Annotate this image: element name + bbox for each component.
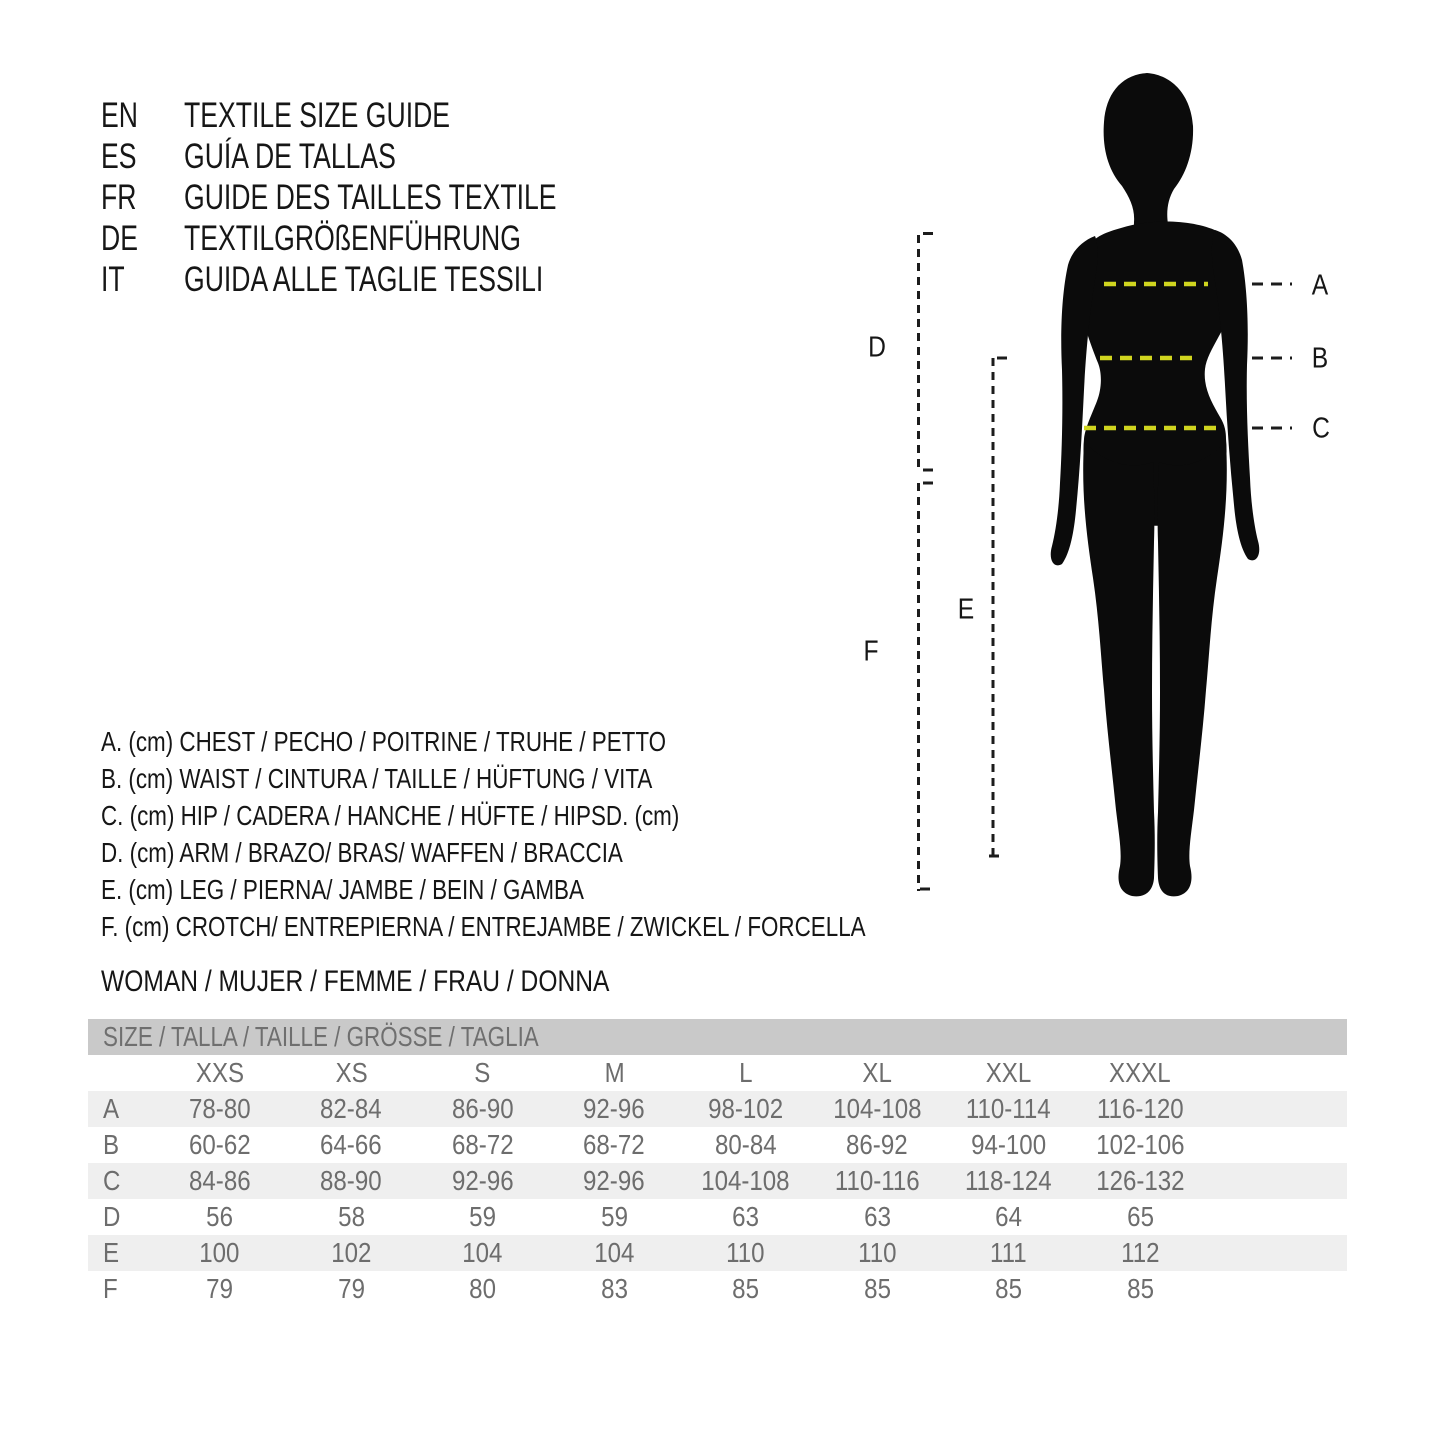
table-cell: 85 (995, 1273, 1023, 1304)
silhouette-left-leg (1083, 442, 1155, 896)
waist-label: B (1311, 342, 1329, 375)
table-cell: 92-96 (583, 1165, 646, 1196)
arm-label: D (868, 331, 886, 364)
size-columns-row (88, 1055, 1347, 1091)
table-cell: 104-108 (701, 1165, 790, 1196)
table-row-hip (88, 1163, 1347, 1199)
table-cell: 83 (600, 1273, 628, 1304)
table-row-chest (88, 1091, 1347, 1127)
guide-title: TEXTILGRÖßENFÜHRUNG (184, 218, 521, 258)
table-cell: 68-72 (583, 1129, 646, 1160)
table-cell: 104 (462, 1237, 503, 1268)
language-code: EN (101, 95, 138, 135)
size-column-l: L (739, 1057, 753, 1088)
size-column-m: M (604, 1057, 625, 1088)
table-cell: 59 (600, 1201, 628, 1232)
table-cell: 84-86 (188, 1165, 251, 1196)
row-label: D (103, 1201, 121, 1232)
legend-line-crotch: F. (cm) CROTCH/ ENTREPIERNA / ENTREJAMBE / ZWICKEL / FORCELLA (101, 910, 866, 942)
legend-line-arm: D. (cm) ARM / BRAZO/ BRAS/ WAFFEN / BRACCIA (101, 836, 623, 868)
table-cell: 112 (1121, 1237, 1160, 1268)
guide-title: GUÍA DE TALLAS (184, 136, 396, 176)
size-table-header: SIZE / TALLA / TAILLE / GRÖSSE / TAGLIA (88, 1019, 1347, 1055)
table-cell: 56 (206, 1201, 234, 1232)
table-cell: 85 (732, 1273, 760, 1304)
size-column-xxl: XXL (985, 1057, 1032, 1088)
table-cell: 85 (863, 1273, 891, 1304)
row-label: E (103, 1237, 120, 1268)
table-cell: 68-72 (451, 1129, 514, 1160)
table-cell: 63 (863, 1201, 891, 1232)
measurement-legend (101, 723, 1057, 945)
row-label: F (103, 1273, 118, 1304)
table-cell: 110-116 (834, 1165, 920, 1196)
legend-line-waist: B. (cm) WAIST / CINTURA / TAILLE / HÜFTUNG / VITA (101, 762, 653, 794)
chest-label: A (1311, 269, 1329, 302)
table-cell: 88-90 (320, 1165, 383, 1196)
table-cell: 80 (469, 1273, 497, 1304)
table-cell: 58 (337, 1201, 365, 1232)
legend-line-leg: E. (cm) LEG / PIERNA/ JAMBE / BEIN / GAMBA (101, 873, 584, 905)
table-cell: 102-106 (1096, 1129, 1185, 1160)
table-cell: 104-108 (833, 1093, 922, 1124)
guide-title: GUIDE DES TAILLES TEXTILE (184, 177, 557, 217)
language-code: FR (101, 177, 137, 217)
table-cell: 92-96 (451, 1165, 514, 1196)
legend-line-chest: A. (cm) CHEST / PECHO / POITRINE / TRUHE / PETTO (101, 725, 667, 757)
table-cell: 85 (1126, 1273, 1154, 1304)
table-cell: 78-80 (188, 1093, 251, 1124)
size-table (88, 1019, 1347, 1307)
language-code: IT (101, 259, 125, 299)
table-cell: 63 (732, 1201, 760, 1232)
legend-line-hip: C. (cm) HIP / CADERA / HANCHE / HÜFTE / HIPSD. (cm) (101, 799, 680, 831)
table-cell: 59 (469, 1201, 497, 1232)
row-label: C (103, 1165, 121, 1196)
table-cell: 100 (199, 1237, 240, 1268)
table-cell: 110 (726, 1237, 765, 1268)
table-row-crotch (88, 1271, 1347, 1307)
row-label: B (103, 1129, 120, 1160)
table-row-leg (88, 1235, 1347, 1271)
language-code: ES (101, 136, 137, 176)
size-column-s: S (474, 1057, 491, 1088)
table-cell: 86-90 (451, 1093, 514, 1124)
size-column-xxxl: XXXL (1109, 1057, 1172, 1088)
table-cell: 104 (594, 1237, 635, 1268)
guide-title: TEXTILE SIZE GUIDE (184, 95, 451, 135)
table-cell: 60-62 (188, 1129, 251, 1160)
row-label: A (103, 1093, 120, 1124)
table-row-waist (88, 1127, 1347, 1163)
leg-label: E (957, 593, 975, 626)
table-cell: 65 (1126, 1201, 1154, 1232)
table-cell: 118-124 (965, 1165, 1053, 1196)
table-cell: 98-102 (708, 1093, 784, 1124)
table-cell: 116-120 (1096, 1093, 1184, 1124)
table-cell: 64 (995, 1201, 1023, 1232)
table-row-arm (88, 1199, 1347, 1235)
table-cell: 80-84 (714, 1129, 777, 1160)
table-cell: 92-96 (583, 1093, 646, 1124)
woman-silhouette-figure (1051, 73, 1260, 896)
guide-title: GUIDA ALLE TAGLIE TESSILI (184, 259, 544, 299)
size-column-xl: XL (862, 1057, 892, 1088)
table-cell: 79 (337, 1273, 365, 1304)
table-cell: 94-100 (971, 1129, 1047, 1160)
table-cell: 79 (206, 1273, 234, 1304)
table-cell: 110 (858, 1237, 897, 1268)
table-cell: 110-114 (966, 1093, 1052, 1124)
gender-heading: WOMAN / MUJER / FEMME / FRAU / DONNA (101, 965, 610, 998)
size-column-xxs: XXS (195, 1057, 244, 1088)
language-code: DE (101, 218, 138, 258)
size-column-xs: XS (335, 1057, 368, 1088)
crotch-label: F (863, 635, 879, 668)
table-cell: 64-66 (320, 1129, 383, 1160)
hip-label: C (1312, 412, 1330, 445)
table-cell: 126-132 (1096, 1165, 1185, 1196)
table-cell: 86-92 (846, 1129, 909, 1160)
silhouette-right-leg (1157, 442, 1227, 896)
table-cell: 102 (331, 1237, 372, 1268)
table-cell: 82-84 (320, 1093, 383, 1124)
table-cell: 111 (990, 1237, 1028, 1268)
